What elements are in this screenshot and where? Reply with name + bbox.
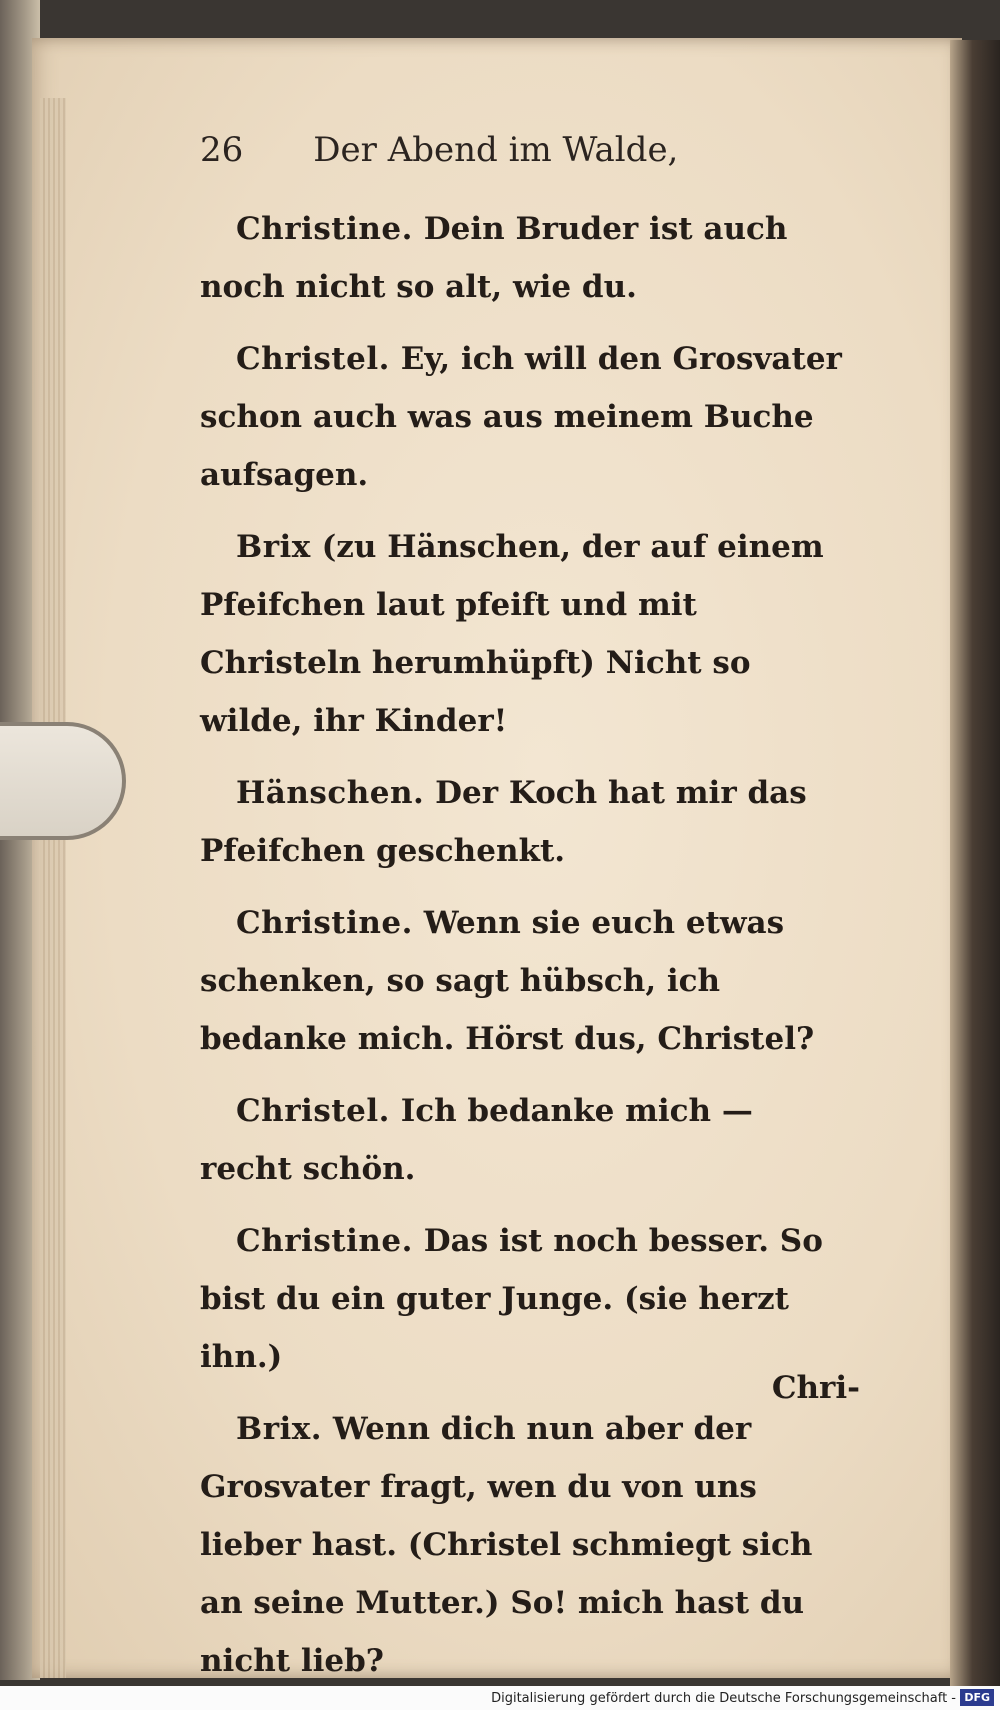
dialogue-text: Das ist noch besser. So bist du ein guter Junge. (sie herzt ihn.) [200, 1223, 823, 1375]
page-clip [0, 722, 126, 840]
page-edges [40, 98, 66, 1678]
dialogue-paragraph [200, 1082, 850, 1198]
page-body [200, 200, 850, 1704]
speaker-name: Hänschen. [236, 775, 425, 811]
dfg-logo: DFG [960, 1689, 994, 1706]
dialogue-text: Wenn sie euch etwas schenken, so sagt hübsch, ich bedanke mich. Hörst dus, Christel? [200, 905, 815, 1057]
footer-credit: Digitalisierung gefördert durch die Deutsche Forschungsgemeinschaft - [491, 1690, 956, 1706]
page-number: 26 [200, 130, 244, 170]
dialogue-text: Ich bedanke mich — recht schön. [200, 1093, 753, 1187]
dialogue-paragraph [200, 518, 850, 750]
speaker-name: Brix. [236, 1411, 323, 1447]
dialogue-paragraph [200, 1212, 850, 1386]
dialogue-paragraph [200, 894, 850, 1068]
dialogue-paragraph [200, 764, 850, 880]
speaker-name: Christine. [236, 905, 413, 941]
digitization-footer [0, 1686, 1000, 1710]
dialogue-text: Ey, ich will den Grosvater schon auch was aus meinem Buche aufsagen. [200, 341, 842, 493]
book-edge-right [950, 40, 1000, 1690]
dialogue-text: Der Koch hat mir das Pfeifchen geschenkt. [200, 775, 807, 869]
speaker-name: Brix [236, 529, 311, 565]
running-title: Der Abend im Walde, [313, 130, 679, 170]
dialogue-text: Wenn dich nun aber der Grosvater fragt, wen du von uns lieber hast. (Christel schmiegt sich an seine Mutter.) So! mich hast du nicht lieb? [200, 1411, 813, 1679]
dialogue-text: (zu Hänschen, der auf einem Pfeifchen laut pfeift und mit Christeln herumhüpft) Nicht so wilde, ihr Kinder! [200, 529, 824, 739]
dialogue-paragraph [200, 200, 850, 316]
speaker-name: Christel. [236, 1093, 390, 1129]
page-header [200, 130, 760, 170]
dialogue-paragraph [200, 1400, 850, 1690]
dialogue-paragraph [200, 330, 850, 504]
speaker-name: Christine. [236, 1223, 413, 1259]
catchword: Chri- [771, 1370, 860, 1406]
speaker-name: Christine. [236, 211, 413, 247]
dialogue-text: Dein Bruder ist auch noch nicht so alt, wie du. [200, 211, 788, 305]
speaker-name: Christel. [236, 341, 390, 377]
